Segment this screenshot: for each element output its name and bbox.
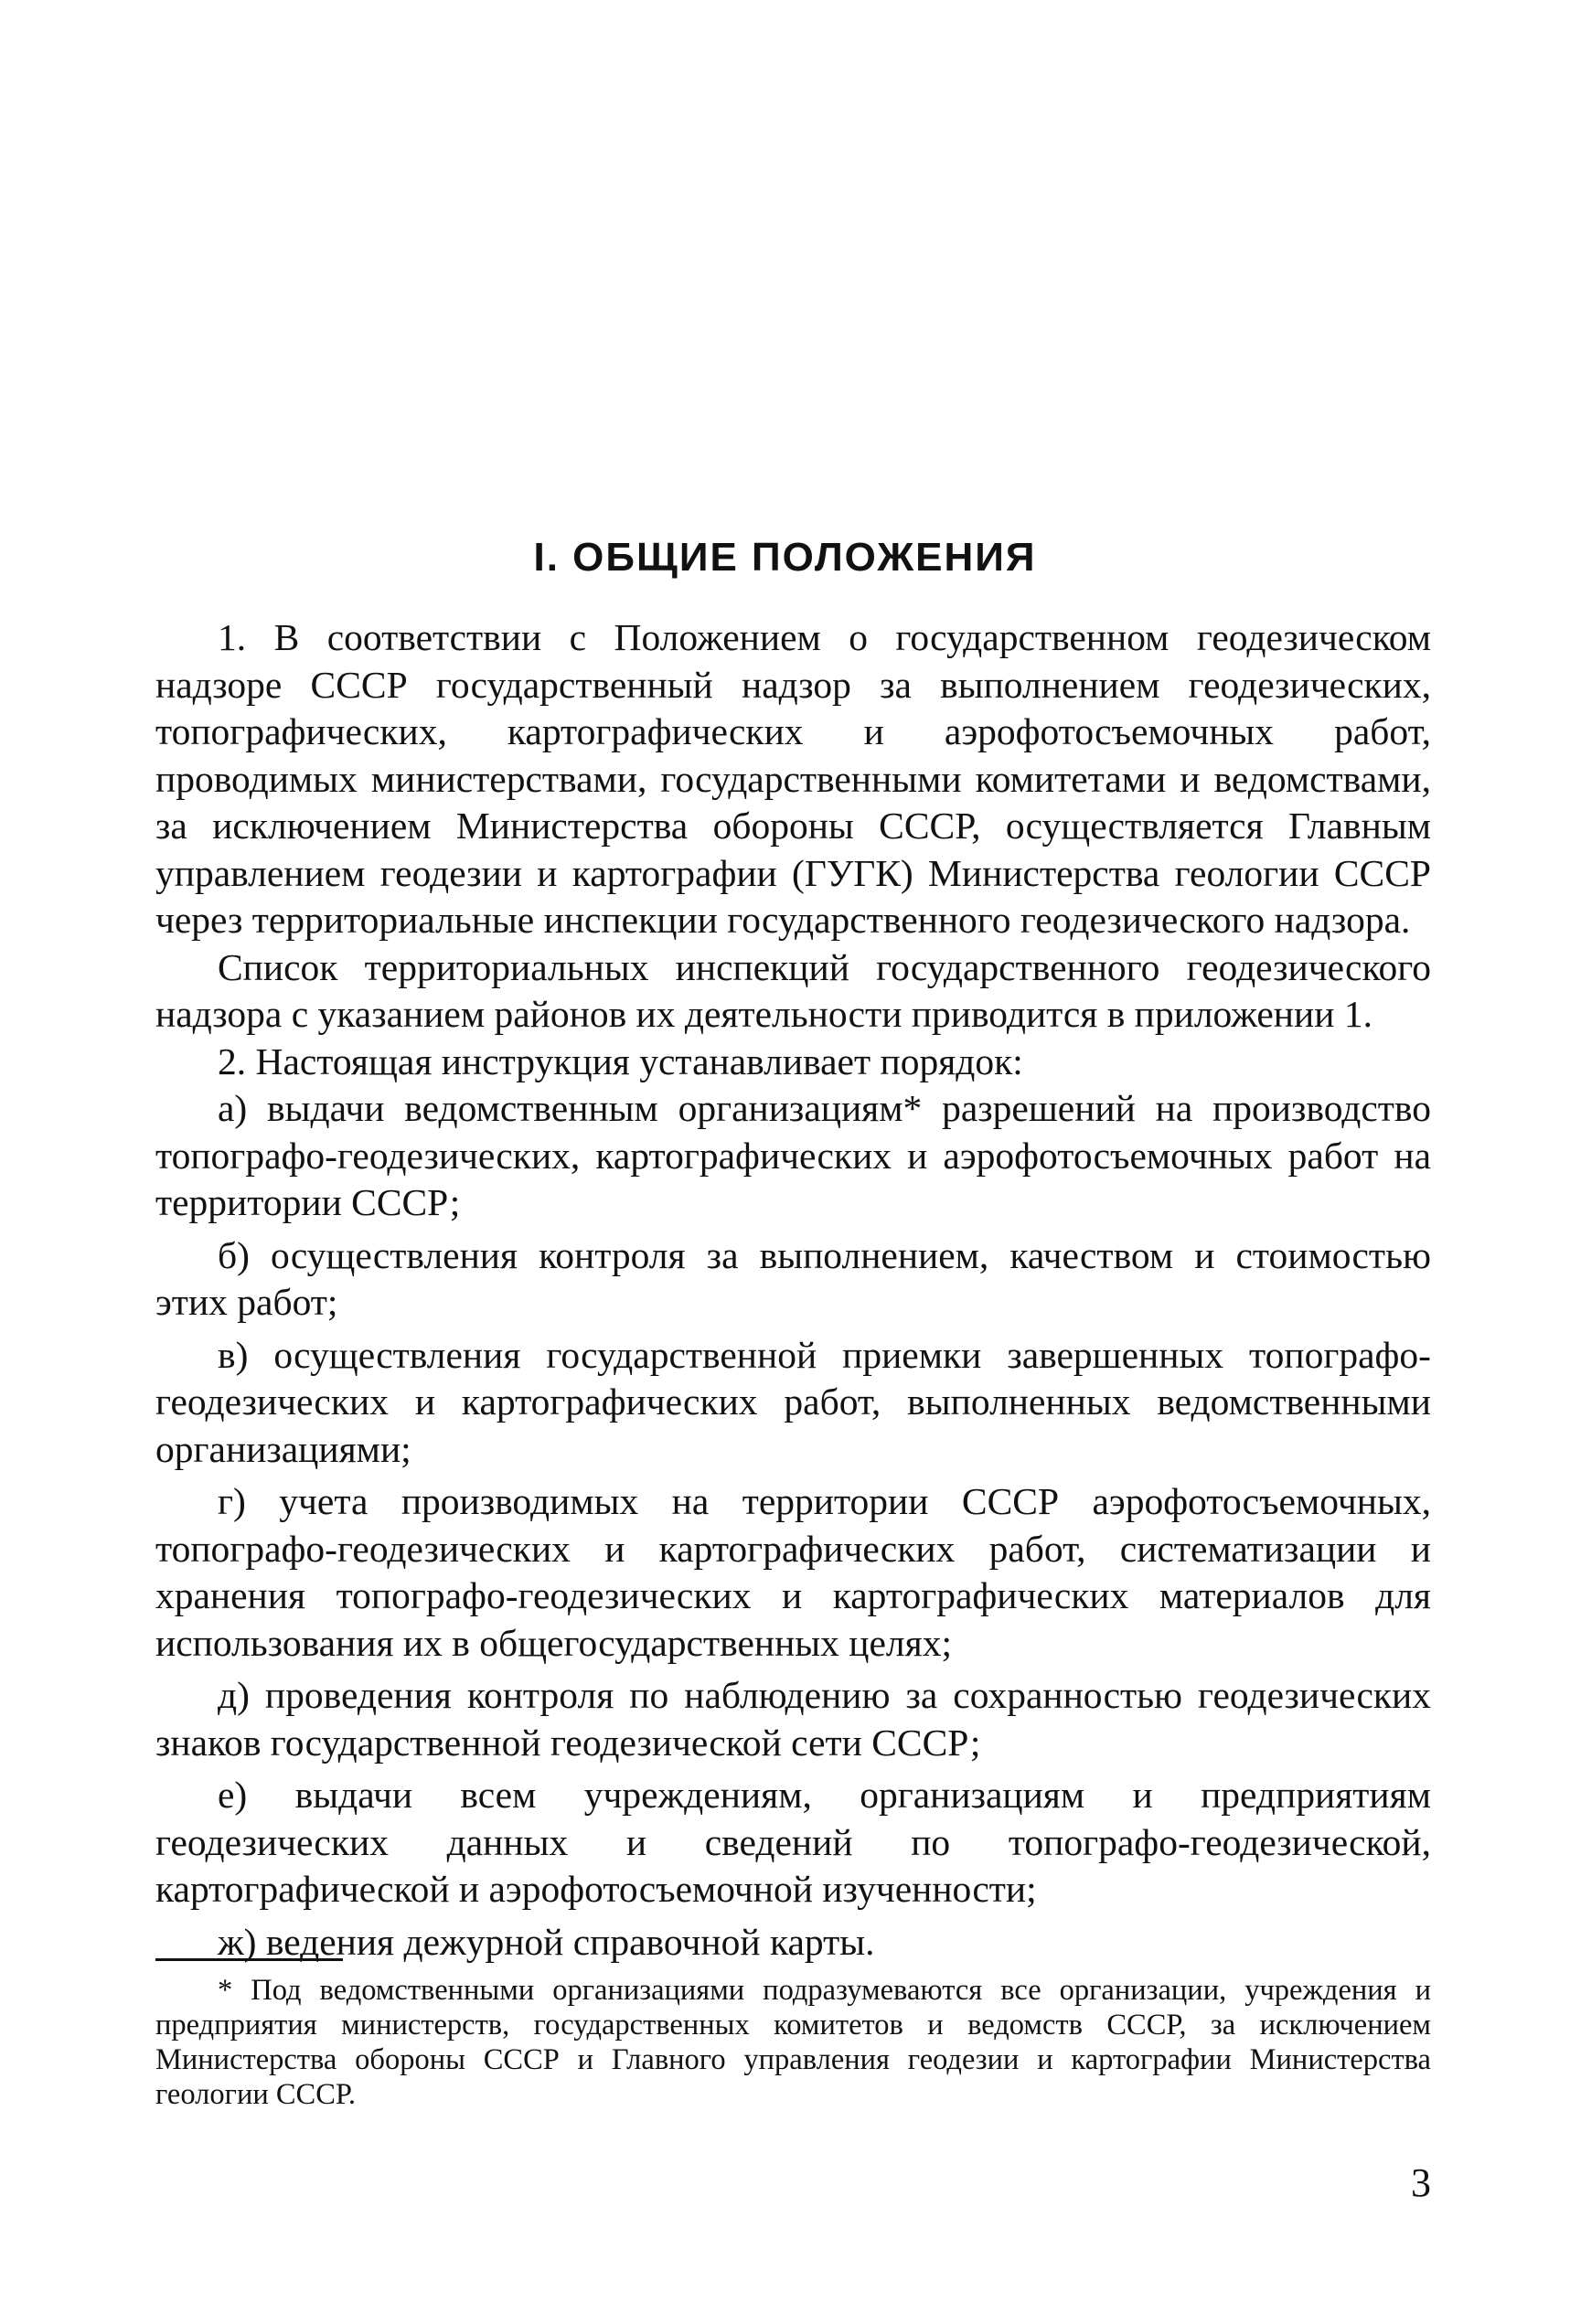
list-item-e: е) выдачи всем учреждениям, организациям и предприятиям геодезических данных и сведений по топографо-геодезической, картографической и аэрофотосъемочной изученности; — [155, 1774, 1431, 1910]
list-item-a: а) выдачи ведомственным организациям* разрешений на производство топографо-геодезических, картографических и аэрофотосъемочных работ на территории СССР; — [155, 1087, 1431, 1223]
footnote: * Под ведомственными организациями подразумеваются все организации, учреждения и предприятия министерств, государственных комитетов и ведомств СССР, за исключением Министерства обороны СССР и Главного управления геодезии и картографии Министерства геологии СССР. — [155, 1974, 1431, 2111]
paragraph-inspections-list: Список территориальных инспекций государственного геодезического надзора с указанием районов их деятельности приводится в приложении 1. — [155, 945, 1431, 1035]
list-item-v: в) осуществления государственной приемки завершенных топографо-геодезических и картографических работ, выполненных ведомственными организациями; — [155, 1333, 1431, 1470]
page-number: 3 — [1411, 2160, 1431, 2205]
list-item-g: г) учета производимых на территории СССР аэрофотосъемочных, топографо-геодезических и картографических работ, систематизации и хранения топографо-геодезических и картографических материалов для использования их в общегосударственных целях; — [155, 1480, 1431, 1664]
list-item-d: д) проведения контроля по наблюдению за сохранностью геодезических знаков государственной геодезической сети СССР; — [155, 1674, 1431, 1764]
footnote-divider — [155, 1958, 343, 1961]
list-item-zh: ж) ведения дежурной справочной карты. — [218, 1920, 875, 1963]
paragraph-1: 1. В соответствии с Положением о государственном геодезическом надзоре СССР государственный надзор за выполнением геодезических, топографических, картографических и аэрофотосъемочных работ, проводимых министерствами, государственными комитетами и ведомствами, за исключением Министерства обороны СССР, осуществляется Главным управлением геодезии и картографии (ГУГК) Министерства геологии СССР через территориальные инспекции государственного геодезического надзора. — [155, 616, 1431, 941]
list-item-b: б) осуществления контроля за выполнением, качеством и стоимостью этих работ; — [155, 1233, 1431, 1323]
body-text — [155, 614, 1431, 1966]
section-title: I. ОБЩИЕ ПОЛОЖЕНИЯ — [533, 535, 1037, 580]
paragraph-2: 2. Настоящая инструкция устанавливает порядок: — [218, 1039, 1023, 1082]
